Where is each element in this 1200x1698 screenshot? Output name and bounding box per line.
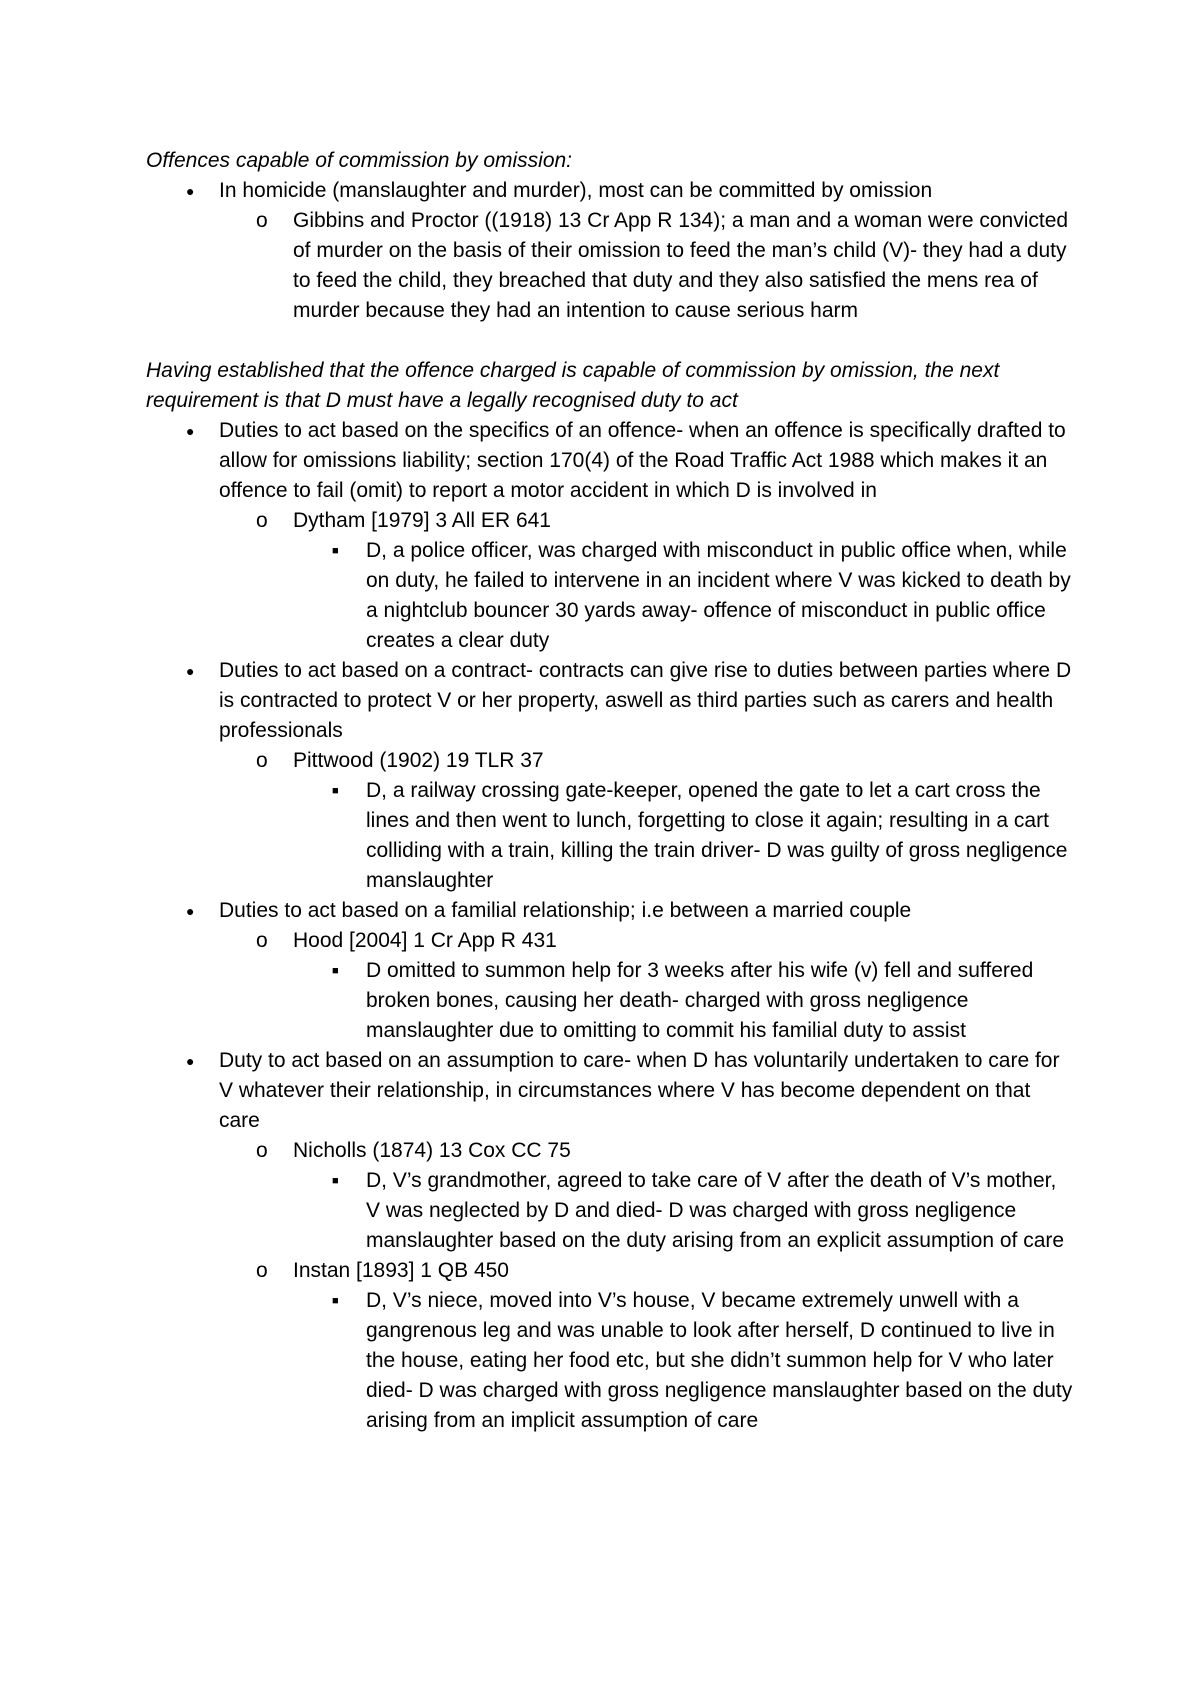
square-bullet-icon: ■ bbox=[332, 785, 339, 797]
case-facts: D, a railway crossing gate-keeper, opened the gate to let a cart cross the lines and then went to lunch, forgetting to close it again; resulting in a cart colliding with a train, killing the train driver- D was guilty of gross negligence manslaughter bbox=[366, 779, 1068, 892]
case-facts: D, V’s grandmother, agreed to take care of V after the death of V’s mother, V was neglected by D and died- D was charged with gross negligence manslaughter based on the duty arising from an explicit assumption of care bbox=[366, 1169, 1065, 1252]
square-bullet-icon: ■ bbox=[332, 1175, 339, 1187]
circle-bullet-icon: o bbox=[256, 749, 268, 772]
case-text: Gibbins and Proctor ((1918) 13 Cr App R 134); a man and a woman were convicted of murder on the basis of their omission to feed the man’s child (V)- they had a duty to feed the child, they breached that duty and they also satisfied the mens rea of murder because they had an intention to cause serious harm bbox=[293, 209, 1069, 322]
list-item bbox=[146, 206, 1076, 326]
case-name: Nicholls (1874) 13 Cox CC 75 bbox=[293, 1139, 571, 1162]
case-name: Dytham [1979] 3 All ER 641 bbox=[293, 509, 551, 532]
case-name: Hood [2004] 1 Cr App R 431 bbox=[293, 929, 557, 952]
list-item bbox=[146, 1166, 1076, 1256]
document-page bbox=[146, 146, 1076, 1436]
case-facts: D omitted to summon help for 3 weeks after his wife (v) fell and suffered broken bones, causing her death- charged with gross negligence manslaughter due to omitting to commit his familial duty to assist bbox=[366, 959, 1034, 1042]
bullet-icon: ● bbox=[186, 423, 195, 439]
case-name: Pittwood (1902) 19 TLR 37 bbox=[293, 749, 544, 772]
circle-bullet-icon: o bbox=[256, 509, 268, 532]
bullet-icon: ● bbox=[186, 183, 195, 199]
square-bullet-icon: ■ bbox=[332, 545, 339, 557]
list-item bbox=[146, 506, 1076, 536]
list-item bbox=[146, 1286, 1076, 1436]
list-item bbox=[146, 1046, 1076, 1136]
list-item bbox=[146, 1136, 1076, 1166]
circle-bullet-icon: o bbox=[256, 1259, 268, 1282]
duty-text: Duties to act based on a familial relationship; i.e between a married couple bbox=[219, 899, 912, 922]
case-name: Instan [1893] 1 QB 450 bbox=[293, 1259, 509, 1282]
square-bullet-icon: ■ bbox=[332, 965, 339, 977]
list-item bbox=[146, 746, 1076, 776]
duty-text: Duty to act based on an assumption to care- when D has voluntarily undertaken to care for V whatever their relationship, in circumstances where V has become dependent on that care bbox=[219, 1049, 1060, 1132]
circle-bullet-icon: o bbox=[256, 209, 268, 232]
circle-bullet-icon: o bbox=[256, 1139, 268, 1162]
duty-text: Duties to act based on a contract- contracts can give rise to duties between parties where D is contracted to protect V or her property, aswell as third parties such as carers and health professionals bbox=[219, 659, 1072, 742]
bullet-text: In homicide (manslaughter and murder), most can be committed by omission bbox=[219, 179, 933, 202]
list-item bbox=[146, 956, 1076, 1046]
circle-bullet-icon: o bbox=[256, 929, 268, 952]
list-item bbox=[146, 656, 1076, 746]
bullet-icon: ● bbox=[186, 1053, 195, 1069]
list-item bbox=[146, 416, 1076, 506]
list-item bbox=[146, 536, 1076, 656]
list-item bbox=[146, 176, 1076, 206]
list-item bbox=[146, 1256, 1076, 1286]
list-item bbox=[146, 926, 1076, 956]
square-bullet-icon: ■ bbox=[332, 1295, 339, 1307]
omission-list bbox=[146, 176, 1076, 326]
duties-list bbox=[146, 416, 1076, 1436]
bullet-icon: ● bbox=[186, 663, 195, 679]
list-item bbox=[146, 896, 1076, 926]
bullet-icon: ● bbox=[186, 903, 195, 919]
duty-text: Duties to act based on the specifics of an offence- when an offence is specifically drafted to allow for omissions liability; section 170(4) of the Road Traffic Act 1988 which makes it an offence to fail (omit) to report a motor accident in which D is involved in bbox=[219, 419, 1066, 502]
case-facts: D, a police officer, was charged with misconduct in public office when, while on duty, he failed to intervene in an incident where V was kicked to death by a nightclub bouncer 30 yards away- offence of misconduct in public office creates a clear duty bbox=[366, 539, 1071, 652]
section-heading-omission: Offences capable of commission by omission: bbox=[146, 149, 573, 172]
case-facts: D, V’s niece, moved into V’s house, V became extremely unwell with a gangrenous leg and was unable to look after herself, D continued to live in the house, eating her food etc, but she didn’t summon help for V who later died- D was charged with gross negligence manslaughter based on the duty arising from an implicit assumption of care bbox=[366, 1289, 1073, 1432]
section-heading-duty: Having established that the offence charged is capable of commission by omission, the next requirement is that D must have a legally recognised duty to act bbox=[146, 359, 1000, 412]
list-item bbox=[146, 776, 1076, 896]
